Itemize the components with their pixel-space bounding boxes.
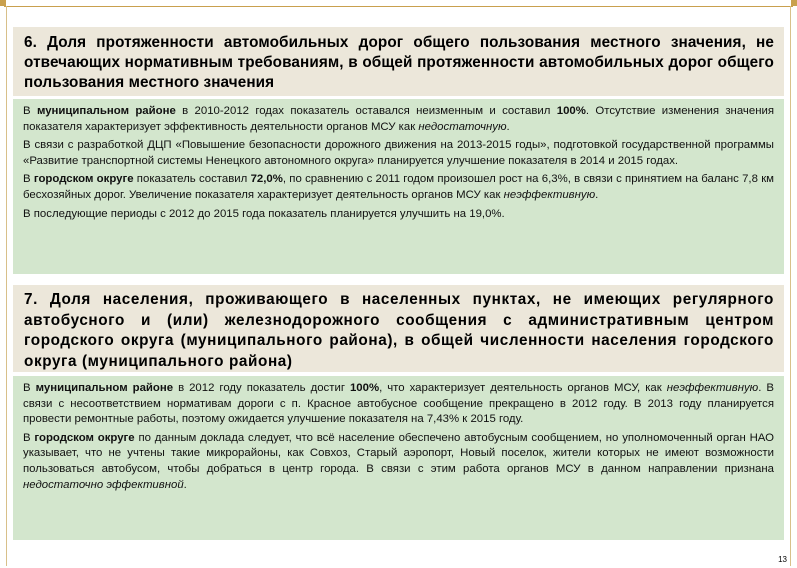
value-highlight: 72,0% bbox=[250, 173, 283, 186]
district-label: муниципальном районе bbox=[36, 105, 176, 117]
value-highlight: 100% bbox=[556, 105, 586, 117]
section-6-paragraph-3: В городском округе показатель составил 72,0%, по сравнению с 2011 годом произошел рост на 6,3%, в связи с принятием на баланс 7,8 км бесхозяйных дорог. Увеличение показателя характеризует деятельность органов МСУ как неэффективную. bbox=[23, 173, 775, 201]
page-number: 13 bbox=[778, 555, 787, 564]
section-6-paragraph-1: В муниципальном районе в 2010-2012 годах показатель оставался неизменным и составил 100%. Отсутствие изменения значения показателя характеризует эффективность деятельности органов МСУ как недостаточную. bbox=[23, 105, 775, 133]
top-rule bbox=[4, 6, 793, 7]
assessment-italic: неэффективную bbox=[666, 382, 759, 394]
assessment-italic: неэффективную bbox=[503, 188, 596, 201]
section-6-paragraph-4: В последующие периоды с 2012 до 2015 года показатель планируется улучшить на 19,0%. bbox=[23, 207, 505, 220]
assessment-italic: недостаточную bbox=[418, 120, 507, 133]
right-rule bbox=[790, 6, 791, 566]
section-7-heading: 7. Доля населения, проживающего в населенных пунктах, не имеющих регулярного автобусного и (или) железнодорожного сообщения с административным центром городского округа (муниципального района), в общей численности населения городского округа (муниципального района) bbox=[13, 285, 784, 372]
city-label: городском округе bbox=[34, 431, 135, 444]
city-label: городском округе bbox=[33, 173, 134, 186]
value-highlight: 100% bbox=[349, 382, 380, 394]
section-6-heading: 6. Доля протяженности автомобильных дорог общего пользования местного значения, не отвечающих нормативным требованиям, в общей протяженности автомобильных дорог общего пользования местного значения bbox=[13, 27, 784, 96]
district-label: муниципальном районе bbox=[35, 382, 174, 394]
section-7-paragraph-2: В городском округе по данным доклада следует, что всё население обеспечено автобусным сообщением, но уполномоченный орган НАО указывает, что не учтены такие микрорайоны, как Совхоз, Старый аэропорт, Новый поселок, жители которых не имеют возможности пользоваться автобусом, чтобы добраться в центр города. В связи с этим работа органов МСУ в данном направлении признана недостаточно эффективной. bbox=[23, 431, 775, 491]
slide-content bbox=[13, 27, 784, 540]
section-7-body bbox=[13, 376, 784, 540]
section-6-body bbox=[13, 99, 784, 274]
assessment-italic: недостаточно эффективной bbox=[23, 478, 184, 491]
section-6-paragraph-2: В связи с разработкой ДЦП «Повышение безопасности дорожного движения на 2013-2015 годы», подготовкой государственной программы «Развитие транспортной системы Ненецкого автономного округа» планируется улучшение показателя в 2014 и 2015 годах. bbox=[23, 139, 774, 167]
left-rule bbox=[6, 6, 7, 566]
section-7-paragraph-1: В муниципальном районе в 2012 году показатель достиг 100%, что характеризует деятельность органов МСУ, как неэффективную. В связи с несоответствием нормативам дороги с п. Красное автобусное сообщение прекращено в 2012 году. В 2013 году планируется провести ремонтные работы, поэтому ожидается улучшение показателя на 7,43% к 2015 году. bbox=[23, 382, 774, 426]
